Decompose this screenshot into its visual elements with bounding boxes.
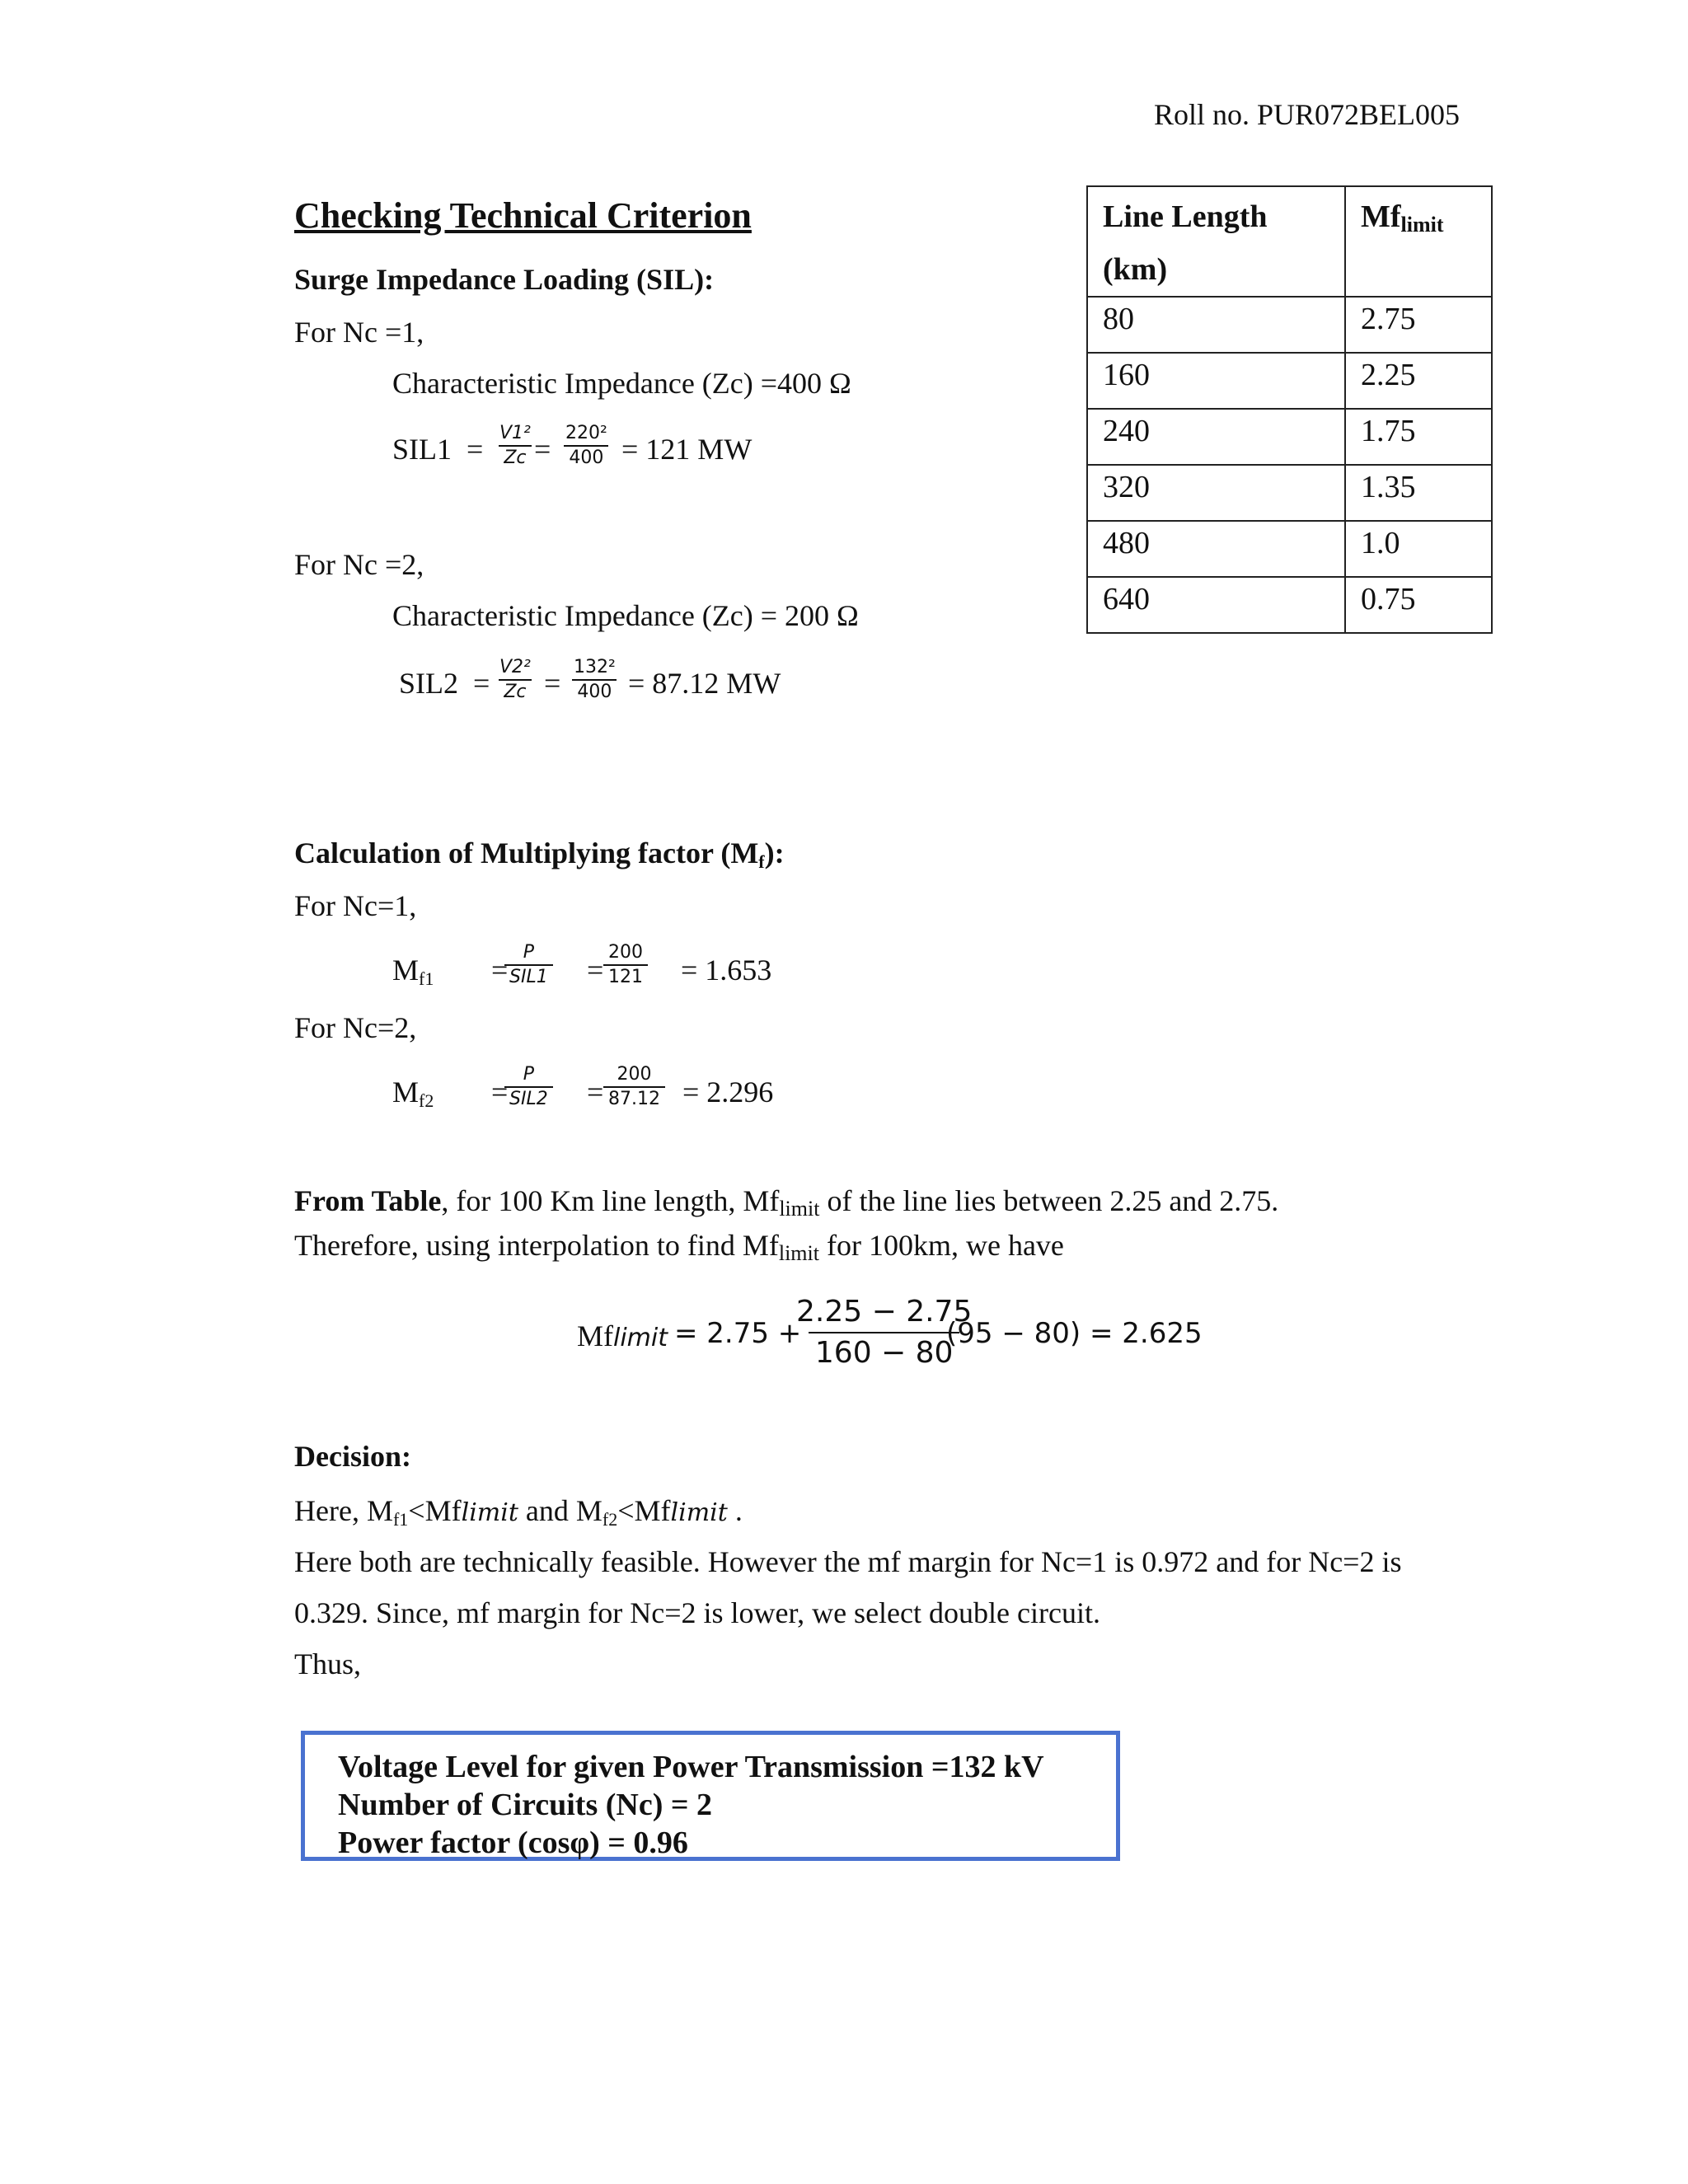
equals-sign: = <box>587 1076 604 1108</box>
mf1-label: Mf1 <box>392 954 434 989</box>
mf2-label: Mf2 <box>392 1076 434 1111</box>
decision-line-4: Thus, <box>294 1647 361 1680</box>
denominator: 87.12 <box>603 1086 665 1111</box>
summary-circuits: Number of Circuits (Nc) = 2 <box>338 1788 713 1822</box>
numerator: P <box>523 942 534 963</box>
cell-length: 80 <box>1087 297 1345 353</box>
denominator: Zc <box>499 445 531 470</box>
sil-nc1-zc: Characteristic Impedance (Zc) =400 Ω <box>392 367 851 400</box>
summary-power-factor: Power factor (cosφ) = 0.96 <box>338 1825 688 1860</box>
numerator: V1² <box>499 423 531 443</box>
sil-nc2-zc: Characteristic Impedance (Zc) = 200 Ω <box>392 599 859 632</box>
table-row <box>1087 297 1492 353</box>
sil2-label: SIL2 <box>399 667 458 700</box>
table-header-row <box>1087 186 1492 297</box>
decision-line-1: Here, Mf1<Mflimit and Mf2<Mflimit . <box>294 1494 743 1530</box>
cell-mf: 2.75 <box>1345 297 1492 353</box>
interp-equation-mid: = 2.75 + <box>674 1317 802 1350</box>
decision-line-2: Here both are technically feasible. However the mf margin for Nc=1 is 0.972 and for Nc=2 is <box>294 1545 1402 1578</box>
mf2-fraction-2 <box>603 1063 665 1111</box>
cell-length: 320 <box>1087 465 1345 521</box>
table-row <box>1087 353 1492 409</box>
header-line-length: Line Length (km) <box>1087 186 1345 297</box>
summary-box <box>301 1731 1120 1861</box>
table-row <box>1087 465 1492 521</box>
denominator: 121 <box>603 964 648 989</box>
cell-mf: 1.35 <box>1345 465 1492 521</box>
page-title: Checking Technical Criterion <box>294 195 752 236</box>
denominator: 400 <box>572 679 617 704</box>
table-row <box>1087 409 1492 465</box>
denominator: 160 − 80 <box>809 1332 960 1373</box>
sil1-result: = 121 MW <box>621 433 753 466</box>
interp-equation-lhs: Mflimit <box>577 1319 668 1352</box>
sil1-label: SIL1 <box>392 433 452 466</box>
numerator: 200 <box>608 942 643 963</box>
cell-mf: 1.75 <box>1345 409 1492 465</box>
sil2-result: = 87.12 MW <box>628 667 781 700</box>
equals-sign: = <box>473 667 490 700</box>
sil2-fraction-2 <box>569 656 621 704</box>
numerator: 132² <box>574 657 616 677</box>
cell-length: 160 <box>1087 353 1345 409</box>
header-mf-limit: $Mf_{limit}$ <box>1345 186 1492 297</box>
sil1-fraction-2 <box>560 422 612 470</box>
cell-mf: 2.25 <box>1345 353 1492 409</box>
sil2-fraction-1 <box>495 656 536 704</box>
denominator: 400 <box>564 445 608 470</box>
roll-number: Roll no. PUR072BEL005 <box>1154 98 1461 131</box>
equals-sign: = <box>467 433 484 466</box>
sil-heading: Surge Impedance Loading (SIL): <box>294 263 715 296</box>
sil-nc2-label: For Nc =2, <box>294 548 424 581</box>
mf1-fraction-2 <box>603 941 648 989</box>
mf1-fraction-1 <box>504 941 553 989</box>
equals-sign: = <box>491 954 509 987</box>
mf-limit-table <box>1086 185 1493 634</box>
denominator: Zc <box>499 679 531 704</box>
sil1-fraction-1 <box>495 422 536 470</box>
equals-sign: = <box>587 954 604 987</box>
cell-length: 480 <box>1087 521 1345 577</box>
summary-voltage: Voltage Level for given Power Transmission =132 kV <box>338 1750 1044 1784</box>
interp-equation-rhs: (95 − 80) = 2.625 <box>946 1317 1203 1350</box>
sil-nc1-label: For Nc =1, <box>294 316 424 349</box>
mf2-result: = 2.296 <box>682 1076 774 1108</box>
table-row <box>1087 577 1492 633</box>
numerator: P <box>523 1064 534 1085</box>
mf-heading: Calculation of Multiplying factor (Mf): <box>294 837 785 872</box>
table-row <box>1087 521 1492 577</box>
denominator: SIL2 <box>504 1086 553 1111</box>
mf2-fraction-1 <box>504 1063 553 1111</box>
cell-length: 240 <box>1087 409 1345 465</box>
numerator: 200 <box>617 1064 652 1085</box>
decision-heading: Decision: <box>294 1440 411 1473</box>
mf-nc2-label: For Nc=2, <box>294 1011 417 1044</box>
numerator: 2.25 − 2.75 <box>796 1295 973 1329</box>
equals-sign: = <box>491 1076 509 1108</box>
equals-sign: = <box>534 433 551 466</box>
cell-length: 640 <box>1087 577 1345 633</box>
interp-line-1: From Table, for 100 Km line length, $Mf_{limit}$ of the line lies between 2.25 and 2.75. <box>294 1184 1279 1221</box>
mf1-result: = 1.653 <box>681 954 772 987</box>
numerator: V2² <box>499 657 531 677</box>
cell-mf: 0.75 <box>1345 577 1492 633</box>
interp-line-2: Therefore, using interpolation to find $Mf_{limit}$ for 100km, we have <box>294 1229 1064 1265</box>
mf-nc1-label: For Nc=1, <box>294 889 417 922</box>
decision-line-3: 0.329. Since, mf margin for Nc=2 is lower, we select double circuit. <box>294 1596 1100 1629</box>
numerator: 220² <box>565 423 607 443</box>
equals-sign: = <box>544 667 561 700</box>
denominator: SIL1 <box>504 964 553 989</box>
cell-mf: 1.0 <box>1345 521 1492 577</box>
